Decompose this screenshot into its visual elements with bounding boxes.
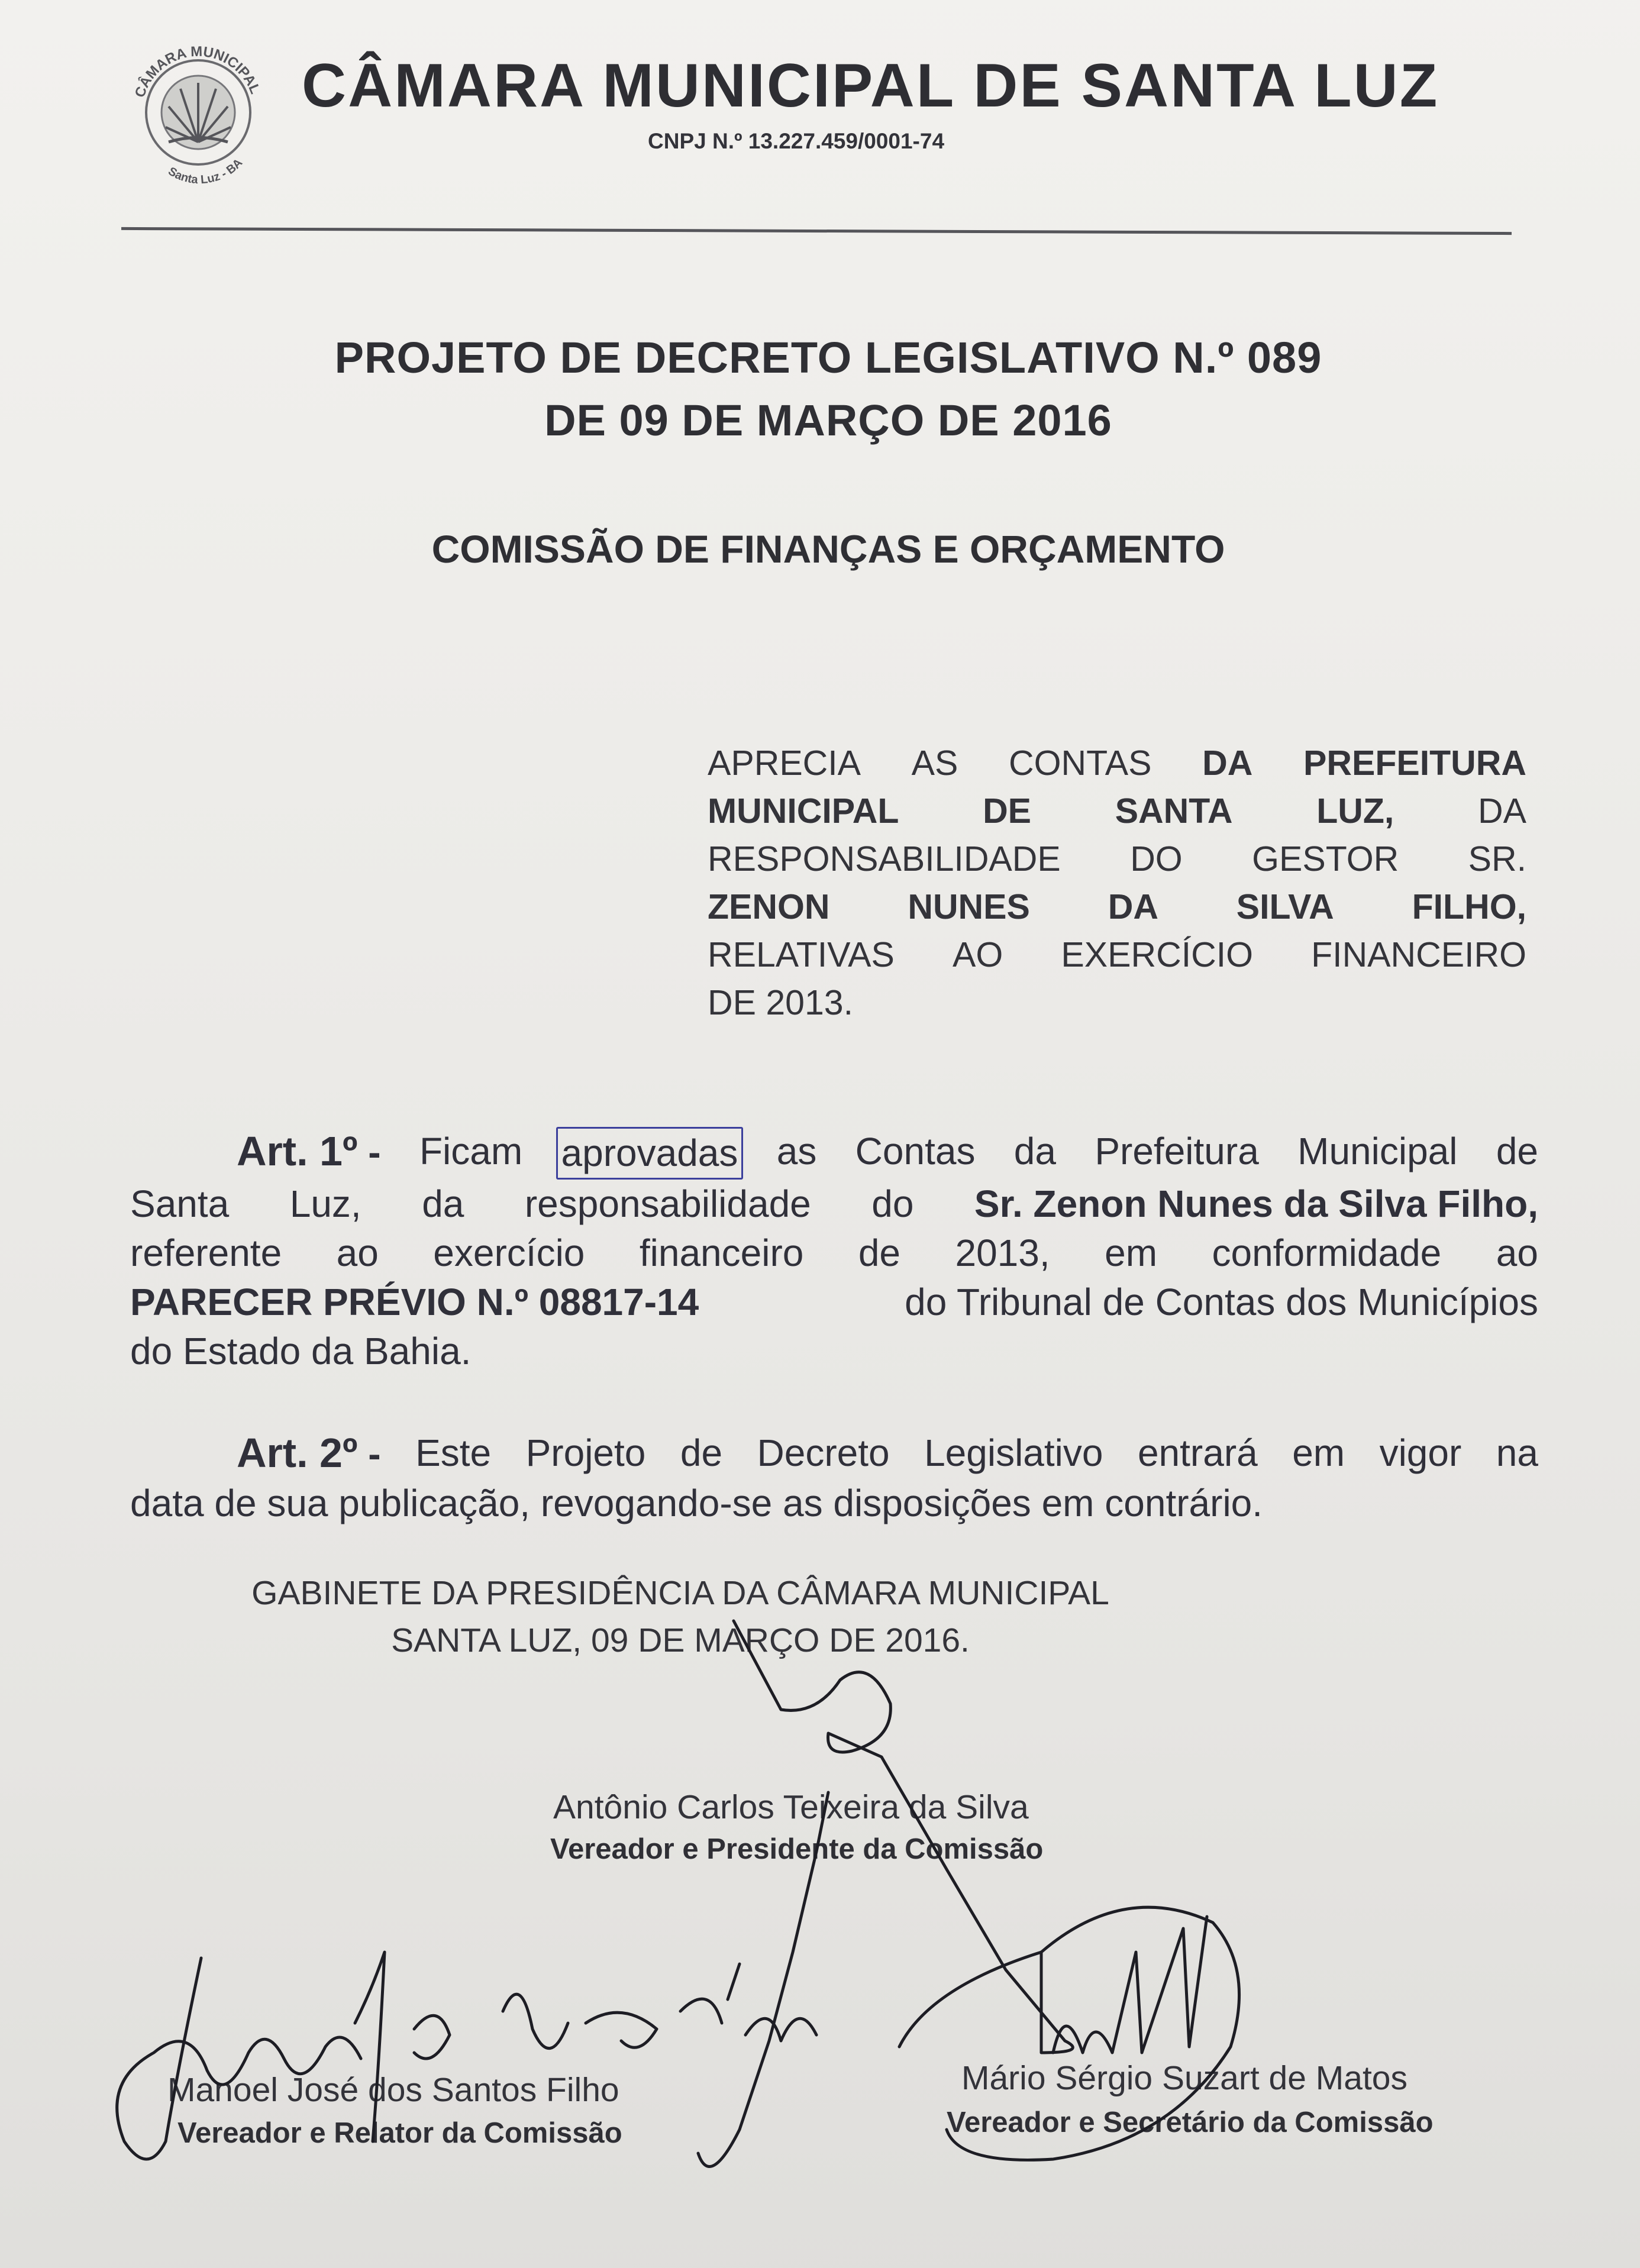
article-line: Santa Luz, da responsabilidade do Sr. Zenon Nunes da Silva Filho,: [130, 1183, 1538, 1225]
approved-word-highlight: aprovadas: [556, 1127, 744, 1180]
organization-name: CÂMARA MUNICIPAL DE SANTA LUZ: [302, 51, 1439, 120]
document-date: DE 09 DE MARÇO DE 2016: [544, 396, 1112, 445]
article-2: [130, 1429, 1538, 1528]
municipal-seal-icon: [118, 24, 278, 201]
document-title: PROJETO DE DECRETO LEGISLATIVO N.º 089: [334, 333, 1322, 382]
rapporteur-name: Manoel José dos Santos Filho: [167, 2071, 619, 2109]
article-label: Art. 2º: [237, 1430, 358, 1476]
ementa-line: RELATIVAS AO EXERCÍCIO FINANCEIRO: [708, 935, 1526, 974]
closing-place-date: SANTA LUZ, 09 DE MARÇO DE 2016.: [391, 1621, 970, 1659]
organization-cnpj: CNPJ N.º 13.227.459/0001-74: [648, 129, 945, 153]
ementa-line: DE 2013.: [708, 983, 853, 1022]
rapporteur-role: Vereador e Relator da Comissão: [177, 2117, 622, 2149]
secretary-name: Mário Sérgio Suzart de Matos: [961, 2059, 1407, 2097]
ementa-line: APRECIA AS CONTAS DA PREFEITURA: [708, 744, 1526, 783]
committee-heading: COMISSÃO DE FINANÇAS E ORÇAMENTO: [431, 527, 1225, 571]
president-name: Antônio Carlos Teixeira da Silva: [553, 1788, 1029, 1826]
article-label: Art. 1º: [237, 1128, 358, 1174]
article-line: Art. 2º - Este Projeto de Decreto Legislativo entrará em vigor na: [237, 1430, 1538, 1476]
ementa-summary: [708, 739, 1526, 1027]
ementa-line: RESPONSABILIDADE DO GESTOR SR.: [708, 839, 1526, 878]
article-line: Art. 1º - Ficam aprovadas as Contas da Prefeitura Municipal de: [130, 1127, 1538, 1180]
article-line: referente ao exercício financeiro de 2013, em conformidade ao: [130, 1232, 1538, 1274]
header-divider: [121, 227, 1512, 235]
president-role: Vereador e Presidente da Comissão: [550, 1833, 1044, 1865]
closing-office: GABINETE DA PRESIDÊNCIA DA CÂMARA MUNICIPAL: [251, 1574, 1109, 1612]
svg-text:CÂMARA MUNICIPAL: CÂMARA MUNICIPAL: [131, 43, 263, 100]
ementa-line: MUNICIPAL DE SANTA LUZ, DA: [708, 791, 1526, 831]
ementa-line: ZENON NUNES DA SILVA FILHO,: [708, 887, 1526, 926]
article-1: [130, 1127, 1538, 1376]
secretary-role: Vereador e Secretário da Comissão: [947, 2107, 1434, 2138]
svg-text:Santa Luz - BA: Santa Luz - BA: [166, 156, 246, 187]
article-line: data de sua publicação, revogando-se as disposições em contrário.: [130, 1482, 1263, 1524]
article-line: do Estado da Bahia.: [130, 1330, 472, 1372]
article-line: PARECER PRÉVIO N.º 08817-14 do Tribunal de Contas dos Municípios: [130, 1281, 1538, 1323]
